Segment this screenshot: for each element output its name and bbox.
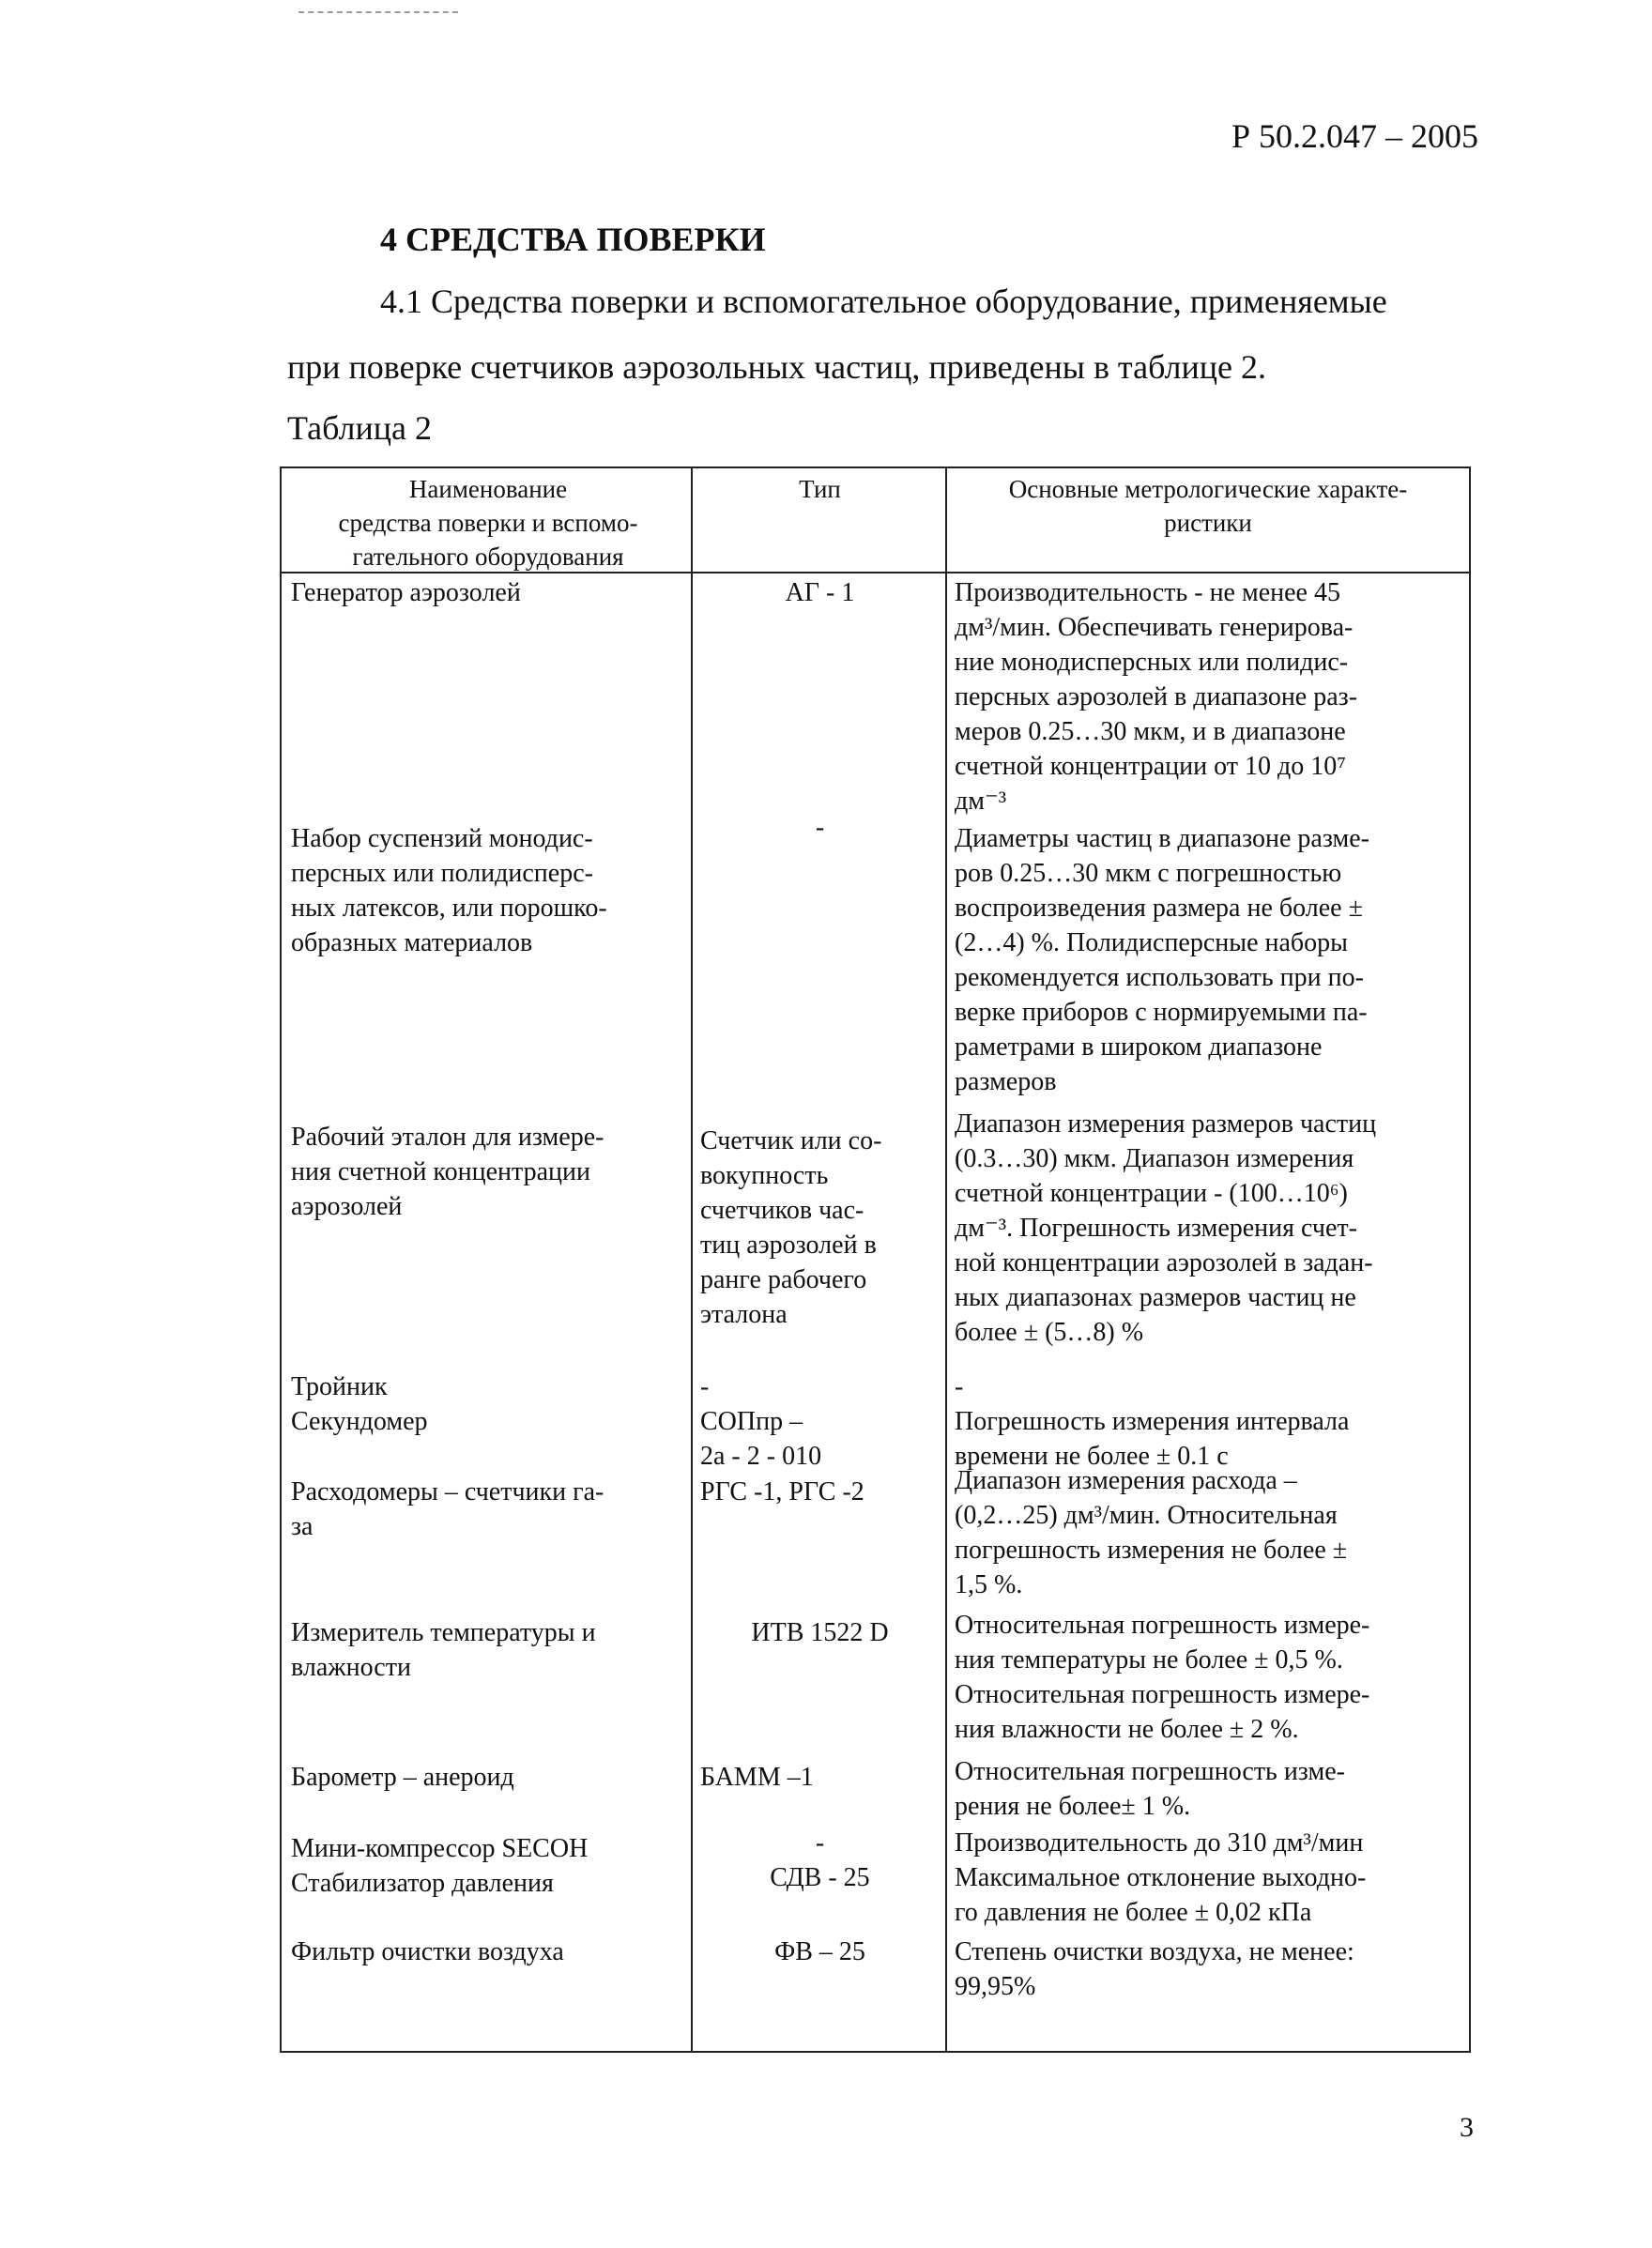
section-heading: 4 СРЕДСТВА ПОВЕРКИ [380, 221, 766, 258]
table-cell-name: Набор суспензий монодис- персных или полидисперс- ных латексов, или порошко- образных материалов [291, 824, 607, 957]
table-cell-characteristics: Производительность до 310 дм³/мин Максимальное отклонение выходно- го давления не более ± 0,02 кПа [955, 1828, 1367, 1927]
table-cell-name: Измеритель температуры и влажности [291, 1618, 596, 1682]
table-cell-type: ФВ – 25 [774, 1937, 865, 1966]
table-cell-type: АГ - 1 [785, 578, 855, 607]
intro-paragraph-line-2: при поверке счетчиков аэрозольных частиц, приведены в таблице 2. [287, 348, 1266, 386]
table-cell-characteristics: Степень очистки воздуха, не менее: 99,95% [955, 1937, 1354, 2001]
table-cell-characteristics: Диапазон измерения расхода – (0,2…25) дм³/мин. Относительная погрешность измерения не более ± 1,5 %. [955, 1466, 1348, 1599]
column-divider [945, 468, 947, 2051]
table-cell-type: Счетчик или со- вокупность счетчиков час- тиц аэрозолей в ранге рабочего эталона [700, 1126, 882, 1329]
table-cell-name: Мини-компрессор SECOH Стабилизатор давления [291, 1834, 589, 1898]
table-cell-name: Тройник Секундомер [291, 1372, 428, 1436]
table-cell-name: Расходомеры – счетчики га- за [291, 1477, 604, 1541]
table-cell-type: - СОПпр – 2а - 2 - 010 [700, 1372, 822, 1471]
column-divider [691, 468, 693, 2051]
table-cell-characteristics: - Погрешность измерения интервала времени не более ± 0.1 с [955, 1372, 1350, 1471]
table-cell-name: Рабочий эталон для измере- ния счетной концентрации аэрозолей [291, 1123, 604, 1221]
table-cell-type: - СДВ - 25 [770, 1828, 870, 1892]
column-header-name: Наименование средства поверки и вспомо- гательного оборудования [338, 475, 638, 571]
page-number: 3 [1460, 2112, 1474, 2143]
table-caption: Таблица 2 [287, 409, 432, 447]
column-header-type: Тип [799, 475, 841, 503]
table-cell-name: Барометр – анероид [291, 1763, 514, 1792]
table-cell-type: - [815, 813, 825, 842]
verification-equipment-table [280, 466, 1471, 2053]
column-header-characteristics: Основные метрологические характе- ристики [1008, 475, 1408, 537]
scan-artifact-mark [298, 11, 458, 13]
table-cell-type: РГС -1, РГС -2 [700, 1477, 864, 1506]
table-cell-characteristics: Относительная погрешность изме- рения не более± 1 %. [955, 1757, 1345, 1821]
table-cell-characteristics: Диаметры частиц в диапазоне разме- ров 0.25…30 мкм с погрешностью воспроизведения размера не более ± (2…4) %. Полидисперсные наборы рекомендуется использовать при по- верке приборов с нормируемыми па- раметрами в широком диапазоне размеров [955, 824, 1369, 1096]
table-cell-type: ИТВ 1522 D [751, 1618, 889, 1647]
document-code: Р 50.2.047 – 2005 [1231, 117, 1478, 155]
table-cell-name: Генератор аэрозолей [291, 578, 521, 607]
table-cell-type: БАММ –1 [700, 1763, 814, 1792]
intro-paragraph-line-1: 4.1 Средства поверки и вспомогательное оборудование, применяемые [380, 283, 1387, 320]
table-cell-characteristics: Относительная погрешность измере- ния температуры не более ± 0,5 %. Относительная погрешность измере- ния влажности не более ± 2 %. [955, 1611, 1370, 1744]
table-cell-characteristics: Производительность - не менее 45 дм³/мин. Обеспечивать генерирова- ние монодисперсных или полидис- персных аэрозолей в диапазоне раз- меров 0.25…30 мкм, и в диапазоне счетной концентрации от 10 до 10⁷ дм⁻³ [955, 578, 1358, 816]
table-cell-characteristics: Диапазон измерения размеров частиц (0.3…30) мкм. Диапазон измерения счетной концентрации - (100…10⁶) дм⁻³. Погрешность измерения счет- ной концентрации аэрозолей в задан- ных диапазонах размеров частиц не более ± (5…8) % [955, 1109, 1377, 1347]
table-cell-name: Фильтр очистки воздуха [291, 1937, 564, 1966]
